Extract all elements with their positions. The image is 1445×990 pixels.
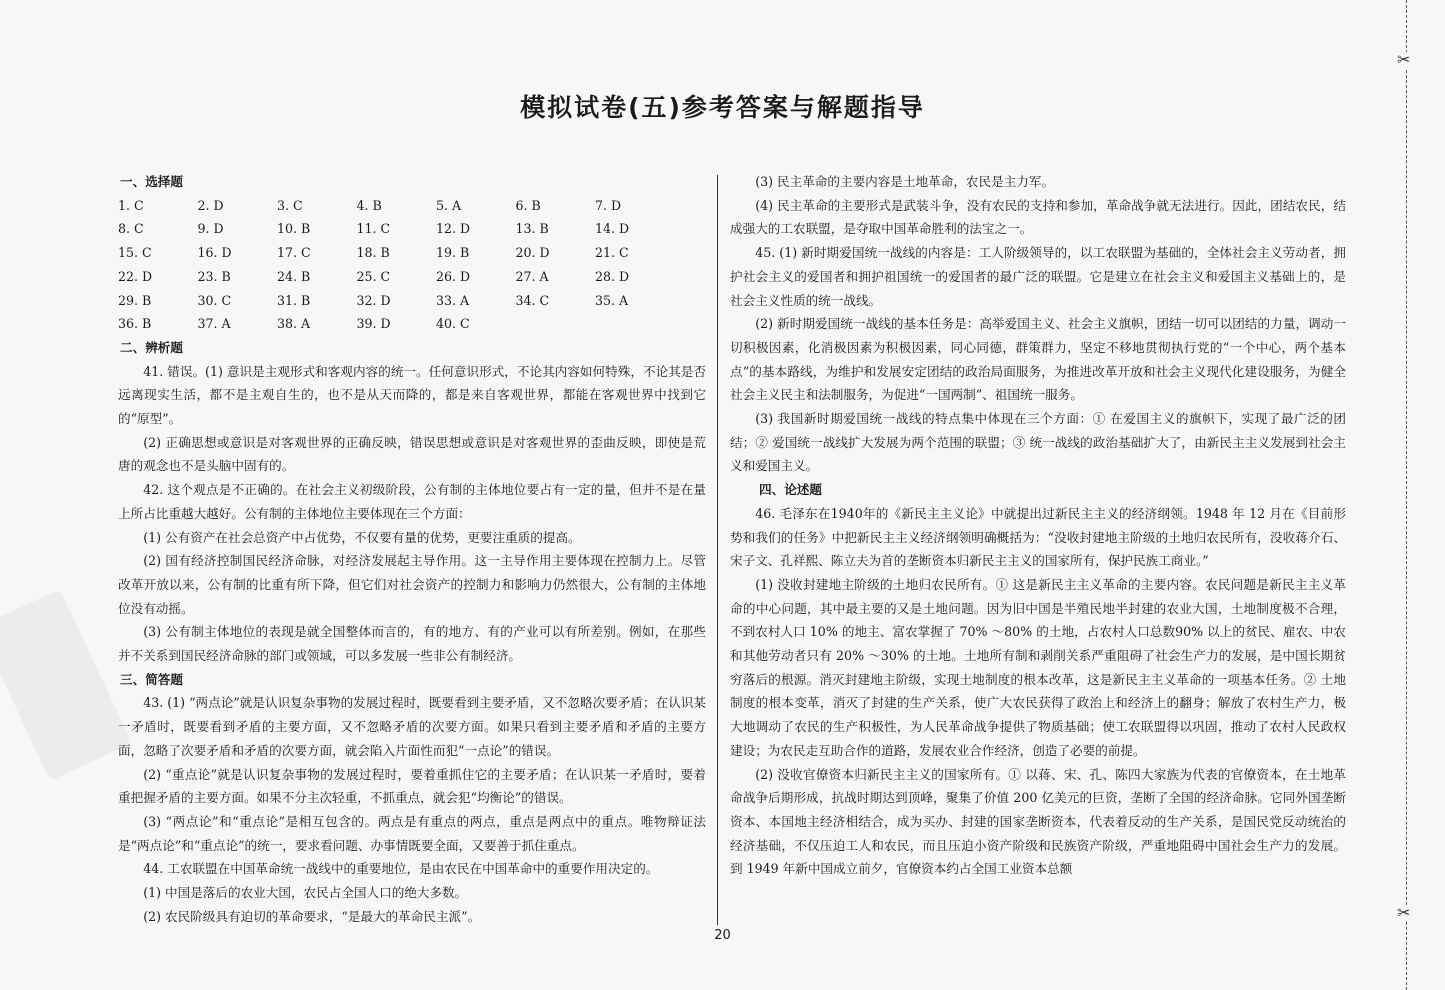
answer-paragraph: (4) 民主革命的主要形式是武装斗争，没有农民的支持和参加，革命战争就无法进行。因此，团结农民，结成强大的工农联盟，是夺取中国革命胜利的法宝之一。 bbox=[730, 197, 1346, 237]
section-heading: 一、选择题 bbox=[120, 174, 183, 189]
answer-item: 30. C bbox=[197, 292, 232, 308]
answer-item: 3. C bbox=[277, 197, 303, 213]
answer-item: 16. D bbox=[197, 245, 232, 261]
answer-item: 37. A bbox=[197, 316, 231, 332]
scissors-icon: ✂ bbox=[1397, 903, 1411, 922]
answer-paragraph: (1) 中国是落后的农业大国，农民占全国人口的绝大多数。 bbox=[143, 885, 468, 901]
answer-item: 27. A bbox=[515, 268, 549, 284]
answer-paragraph: (2) “重点论”就是认识复杂事物的发展过程时，要着重抓住它的主要矛盾；在认识某一矛盾时，要着重把握矛盾的主要方面。如果不分主次轻重，不抓重点，就会犯“均衡论”的错误。 bbox=[118, 766, 706, 806]
answer-item: 24. B bbox=[277, 268, 311, 284]
section-heading: 三、简答题 bbox=[120, 671, 183, 687]
answer-paragraph: (2) 正确思想或意识是对客观世界的正确反映，错误思想或意识是对客观世界的歪曲反映，即使是荒唐的观念也不是头脑中固有的。 bbox=[118, 434, 706, 474]
answer-item: 33. A bbox=[436, 292, 470, 308]
right-column bbox=[730, 170, 1346, 881]
answer-item: 2. D bbox=[197, 197, 224, 213]
answer-item: 28. D bbox=[595, 268, 630, 284]
answer-item: 35. A bbox=[595, 292, 629, 308]
answer-item: 34. C bbox=[515, 292, 550, 308]
answer-item: 39. D bbox=[356, 316, 391, 332]
cut-line bbox=[1406, 0, 1407, 990]
answer-item: 9. D bbox=[197, 221, 224, 237]
answer-item: 23. B bbox=[197, 268, 231, 284]
answer-item: 36. B bbox=[118, 316, 152, 332]
answer-paragraph: (1) 公有资产在社会总资产中占优势，不仅要有量的优势，更要注重质的提高。 bbox=[143, 529, 581, 545]
answer-item: 38. A bbox=[277, 316, 311, 332]
answer-item: 15. C bbox=[118, 245, 152, 261]
answer-item: 20. D bbox=[515, 245, 550, 261]
answer-item: 19. B bbox=[436, 245, 470, 261]
answer-item: 13. B bbox=[515, 221, 549, 237]
answer-item: 22. D bbox=[118, 268, 153, 284]
answer-item: 40. C bbox=[436, 316, 470, 332]
answer-item: 25. C bbox=[356, 268, 391, 284]
answer-paragraph: 46. 毛泽东在1940年的《新民主主义论》中就提出过新民主主义的经济纲领。1948 年 12 月在《目前形势和我们的任务》中把新民主主义经济纲领明确概括为：“没收封建地主阶级的土地归农民所有，没收蒋介石、宋子文、孔祥熙、陈立夫为首的垄断资本归新民主主义的国家所有，保护民族工商业。” bbox=[730, 505, 1346, 569]
section-heading: 二、辨析题 bbox=[120, 339, 183, 355]
answer-item: 7. D bbox=[595, 197, 622, 213]
answer-item: 12. D bbox=[436, 221, 471, 237]
answer-paragraph: 43. (1) “两点论”就是认识复杂事物的发展过程时，既要看到主要矛盾，又不忽略次要矛盾；在认识某一矛盾时，既要看到矛盾的主要方面，又不忽略矛盾的次要方面。如果只看到主要矛盾和矛盾的主要方面，忽略了次要矛盾和矛盾的次要方面，就会陷入片面性而犯“一点论”的错误。 bbox=[118, 695, 706, 758]
answer-item: 29. B bbox=[118, 292, 152, 308]
answer-item: 5. A bbox=[436, 197, 462, 213]
answer-item: 17. C bbox=[277, 245, 311, 261]
answer-item: 31. B bbox=[277, 292, 311, 308]
answer-paragraph: 45. (1) 新时期爱国统一战线的内容是：工人阶级领导的，以工农联盟为基础的，全体社会主义劳动者，拥护社会主义的爱国者和拥护祖国统一的爱国者的最广泛的联盟。它是建立在社会主义和爱国主义基础上的，是社会主义性质的统一战线。 bbox=[730, 245, 1346, 308]
answer-paragraph: (3) 民主革命的主要内容是土地革命，农民是主力军。 bbox=[755, 174, 1055, 189]
answer-item: 1. C bbox=[118, 197, 144, 213]
answer-paragraph: 41. 错误。(1) 意识是主观形式和客观内容的统一。任何意识形式，不论其内容如何特殊，不论其是否远离现实生活，都不是主观自生的，也不是从天而降的，都是来自客观世界，都能在客观世界中找到它的“原型”。 bbox=[118, 363, 706, 427]
answer-paragraph: (2) 农民阶级具有迫切的革命要求，“是最大的革命民主派”。 bbox=[143, 908, 481, 924]
answer-item: 32. D bbox=[356, 292, 391, 308]
section-heading: 四、论述题 bbox=[759, 482, 822, 498]
answer-item: 26. D bbox=[436, 268, 471, 284]
answer-item: 18. B bbox=[356, 245, 390, 261]
answer-paragraph: (1) 没收封建地主阶级的土地归农民所有。① 这是新民主主义革命的主要内容。农民问题是新民主主义革命的中心问题，其中最主要的又是土地问题。因为旧中国是半殖民地半封建的农业大国，土地制度极不合理，不到农村人口 10% 的地主、富农掌握了 70% ～80% 的土地，占农村人口总数90% 以上的贫民、雇农、中农和其他劳动者只有 20% ～30% 的土地。土地所有制和剥削关系严重阻碍了社会生产力的发展，是中国长期贫穷落后的根源。消灭封建地主阶级，实现土地制度的根本改革，这是新民主主义革命的一项基本任务。② 土地制度的根本变革，消灭了封建的生产关系，使广大农民获得了政治上和经济上的翻身；解放了农村生产力，极大地调动了农民的生产积极性，为人民革命战争提供了物质基础；使工农联盟得以巩固，推动了农村人民政权建设；为农民走互助合作的道路，发展农业合作经济，创造了必要的前提。 bbox=[730, 576, 1346, 758]
answer-grid bbox=[118, 194, 706, 336]
answer-item: 10. B bbox=[277, 221, 311, 237]
page-title: 模拟试卷(五)参考答案与解题指导 bbox=[520, 93, 925, 122]
answer-item: 6. B bbox=[515, 197, 541, 213]
column-divider bbox=[717, 175, 718, 925]
answer-paragraph: (3) 我国新时期爱国统一战线的特点集中体现在三个方面：① 在爱国主义的旗帜下，实现了最广泛的团结；② 爱国统一战线扩大发展为两个范围的联盟；③ 统一战线的政治基础扩大了，由新民主主义发展到社会主义和爱国主义。 bbox=[730, 411, 1346, 474]
answer-paragraph: 44. 工农联盟在中国革命统一战线中的重要地位，是由农民在中国革命中的重要作用决定的。 bbox=[143, 861, 659, 877]
answer-item: 14. D bbox=[595, 221, 630, 237]
answer-item: 4. B bbox=[356, 197, 382, 213]
page-number: 20 bbox=[714, 928, 731, 943]
answer-paragraph: (2) 新时期爱国统一战线的基本任务是：高举爱国主义、社会主义旗帜，团结一切可以团结的力量，调动一切积极因素，化消极因素为积极因素，同心同德，群策群力，坚定不移地贯彻执行党的“一个中心，两个基本点”的基本路线，为维护和发展安定团结的政治局面服务，为推进改革开放和社会主义现代化建设服务，为健全社会主义民主和法制服务，为促进“一国两制”、祖国统一服务。 bbox=[730, 316, 1346, 403]
answer-paragraph: 42. 这个观点是不正确的。在社会主义初级阶段，公有制的主体地位要占有一定的量，但并不是在量上所占比重越大越好。公有制的主体地位主要体现在三个方面： bbox=[118, 482, 706, 521]
answer-paragraph: (2) 没收官僚资本归新民主主义的国家所有。① 以蒋、宋、孔、陈四大家族为代表的官僚资本，在土地革命战争后期形成，抗战时期达到顶峰，聚集了价值 200 亿美元的巨资，垄断了全国的经济命脉。它同外国垄断资本、本国地主经济相结合，成为买办、封建的国家垄断资本，代表着反动的生产关系，是国民党反动统治的经济基础，不仅压迫工人和农民，而且压迫小资产阶级和民族资产阶级，严重地阻碍中国社会生产力的发展。到 1949 年新中国成立前夕，官僚资本约占全国工业资本总额 bbox=[730, 766, 1346, 877]
answer-paragraph: (3) “两点论”和“重点论”是相互包含的。两点是有重点的两点，重点是两点中的重点。唯物辩证法是“两点论”和“重点论”的统一，要求看问题、办事情既要全面，又要善于抓住重点。 bbox=[118, 813, 706, 853]
scissors-icon: ✂ bbox=[1397, 50, 1411, 69]
answer-paragraph: (2) 国有经济控制国民经济命脉，对经济发展起主导作用。这一主导作用主要体现在控制力上。尽管改革开放以来，公有制的比重有所下降，但它们对社会资产的控制力和影响力仍然很大，公有制的主体地位没有动摇。 bbox=[118, 553, 706, 616]
answer-item: 8. C bbox=[118, 221, 144, 237]
answer-item: 11. C bbox=[356, 221, 391, 237]
left-column bbox=[118, 170, 706, 929]
watermark-stamp bbox=[0, 589, 132, 781]
answer-paragraph: (3) 公有制主体地位的表现是就全国整体而言的，有的地方、有的产业可以有所差别。例如，在那些并不关系到国民经济命脉的部门或领域，可以多发展一些非公有制经济。 bbox=[118, 624, 706, 664]
answer-item: 21. C bbox=[595, 245, 629, 261]
